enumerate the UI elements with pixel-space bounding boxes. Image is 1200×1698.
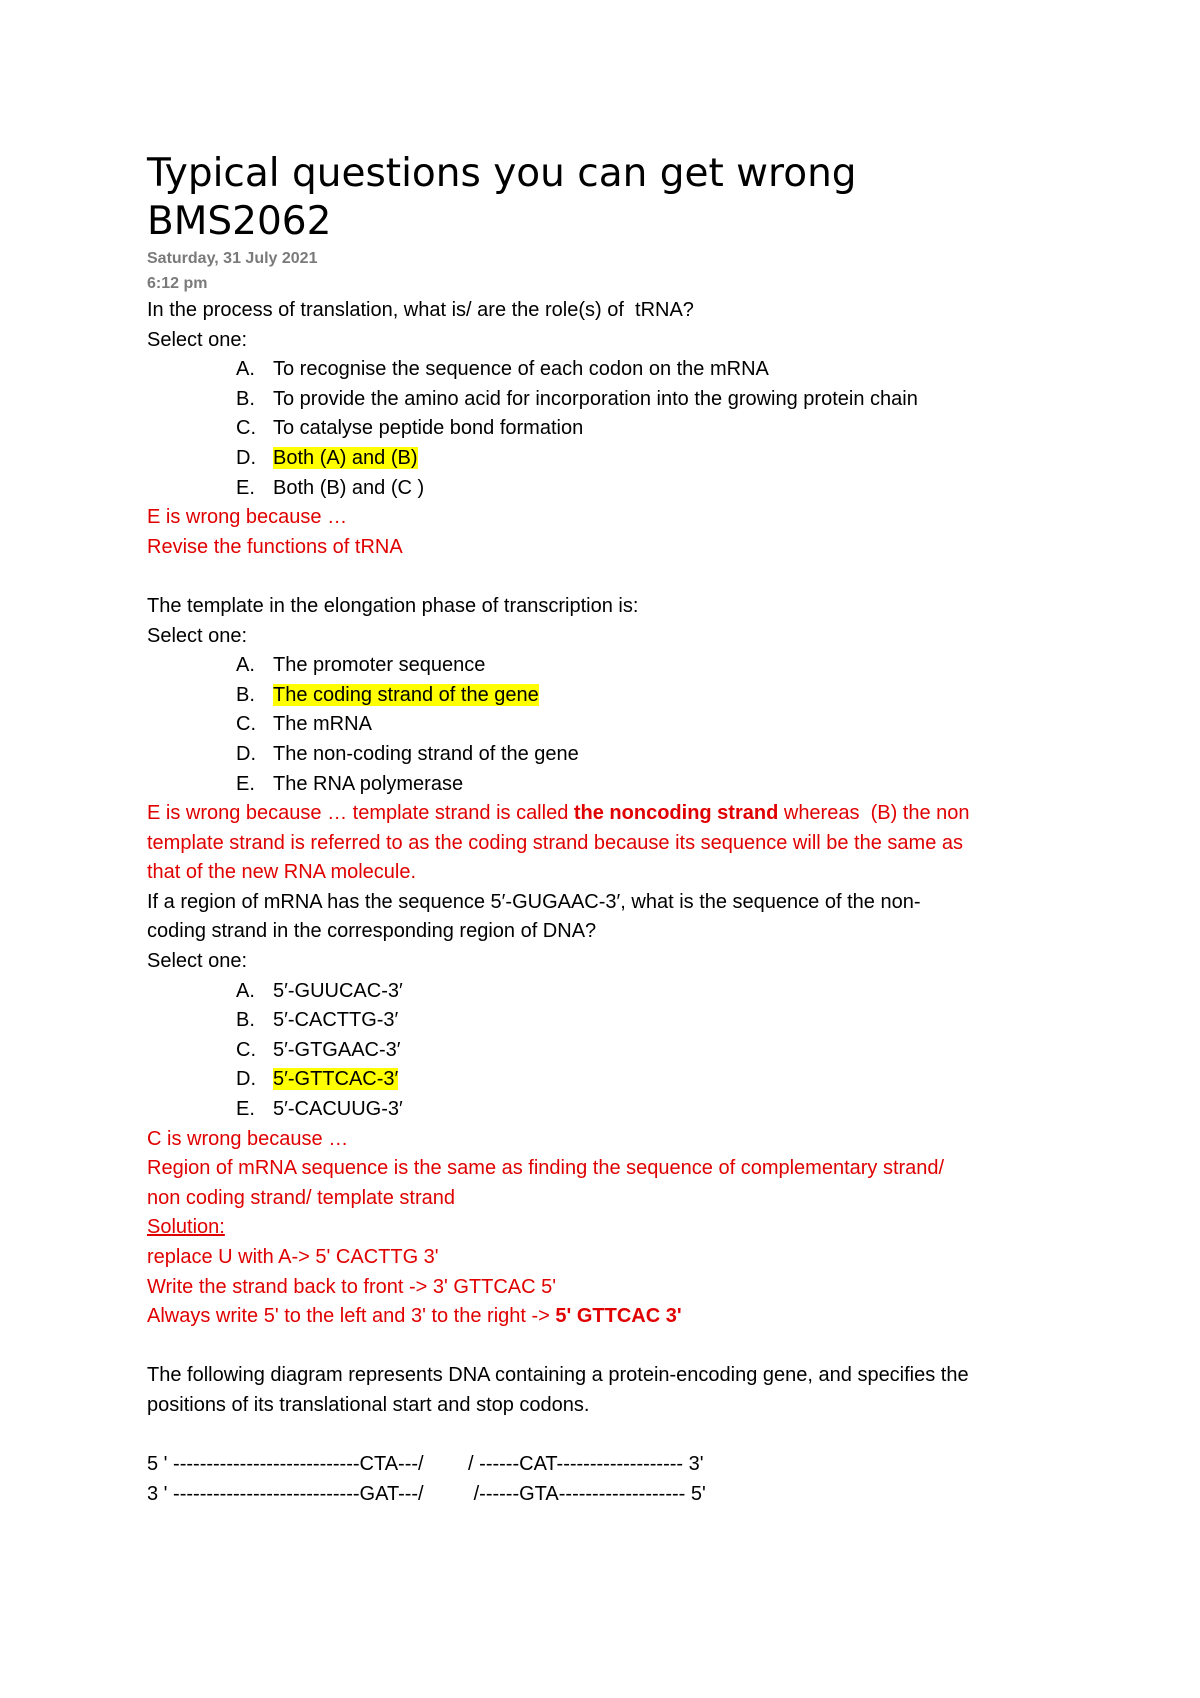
option-text: To recognise the sequence of each codon on the mRNA	[273, 358, 769, 381]
feedback-note: non coding strand/ template strand	[147, 1186, 455, 1209]
option-text-highlighted: Both (A) and (B)	[273, 446, 418, 469]
option-text: 5′-GUUCAC-3′	[273, 979, 403, 1002]
spacer	[147, 1421, 1097, 1451]
option-letter: B.	[236, 1009, 255, 1032]
question-text: The following diagram represents DNA containing a protein-encoding gene, and specifies the	[147, 1364, 969, 1387]
title-line-1: Typical questions you can get wrong	[147, 151, 857, 196]
step-text: Always write 5' to the left and 3' to the right ->	[147, 1305, 556, 1328]
option-a	[236, 355, 1097, 385]
option-text: 5′-CACTTG-3′	[273, 1009, 399, 1032]
question-1	[147, 296, 1097, 562]
solution-heading	[147, 1213, 1097, 1243]
option-text: To catalyse peptide bond formation	[273, 417, 584, 440]
option-a	[236, 977, 1097, 1007]
option-text: The non-coding strand of the gene	[273, 742, 579, 765]
option-letter: B.	[236, 683, 255, 706]
option-letter: A.	[236, 654, 255, 677]
page-date: Saturday, 31 July 2021	[147, 250, 318, 267]
option-letter: B.	[236, 387, 255, 410]
option-c	[236, 710, 1097, 740]
question-2	[147, 592, 1097, 888]
feedback-note	[147, 799, 1097, 829]
page-time: 6:12 pm	[147, 275, 208, 292]
solution-step-3	[147, 1302, 1097, 1332]
question-3	[147, 888, 1097, 1332]
options-list	[147, 651, 1097, 799]
option-letter: C.	[236, 1038, 256, 1061]
page-title	[147, 150, 1097, 246]
select-one-label: Select one:	[147, 624, 248, 647]
feedback-note: Revise the functions of tRNA	[147, 535, 403, 558]
option-text: The promoter sequence	[273, 654, 486, 677]
option-letter: D.	[236, 742, 256, 765]
option-b	[236, 681, 1097, 711]
option-letter: C.	[236, 713, 256, 736]
feedback-note: Region of mRNA sequence is the same as finding the sequence of complementary strand/	[147, 1157, 945, 1180]
option-e	[236, 474, 1097, 504]
note-text: E is wrong because … template strand is called	[147, 802, 574, 825]
option-d	[236, 1065, 1097, 1095]
option-d	[236, 740, 1097, 770]
title-line-2: BMS2062	[147, 199, 332, 244]
note-text: whereas (B) the non	[778, 802, 970, 825]
option-text: 5′-CACUUG-3′	[273, 1098, 403, 1121]
option-e	[236, 1095, 1097, 1125]
option-letter: D.	[236, 1068, 256, 1091]
option-letter: E.	[236, 1098, 255, 1121]
option-letter: E.	[236, 772, 255, 795]
feedback-note: that of the new RNA molecule.	[147, 861, 417, 884]
solution-step-1: replace U with A-> 5' CACTTG 3'	[147, 1246, 439, 1268]
option-text-highlighted: 5′-GTTCAC-3′	[273, 1068, 399, 1091]
document-body	[147, 150, 1097, 1509]
option-a	[236, 651, 1097, 681]
note-emphasis: the noncoding strand	[573, 802, 779, 825]
question-text: coding strand in the corresponding region of DNA?	[147, 920, 597, 943]
question-text: positions of its translational start and stop codons.	[147, 1393, 590, 1416]
option-text: To provide the amino acid for incorporation into the growing protein chain	[273, 387, 918, 410]
option-letter: E.	[236, 476, 255, 499]
step-answer: 5' GTTCAC 3'	[555, 1305, 682, 1328]
option-text-highlighted: The coding strand of the gene	[273, 683, 539, 706]
question-text: The template in the elongation phase of transcription is:	[147, 594, 639, 617]
option-text: The RNA polymerase	[273, 772, 464, 795]
option-letter: C.	[236, 417, 256, 440]
option-text: Both (B) and (C )	[273, 476, 425, 499]
option-letter: D.	[236, 446, 256, 469]
option-letter: A.	[236, 358, 255, 381]
option-text: 5′-GTGAAC-3′	[273, 1038, 401, 1061]
option-b	[236, 1006, 1097, 1036]
option-b	[236, 385, 1097, 415]
question-text: In the process of translation, what is/ are the role(s) of tRNA?	[147, 299, 694, 321]
question-text: If a region of mRNA has the sequence 5′-GUGAAC-3′, what is the sequence of the non-	[147, 890, 921, 913]
options-list	[147, 977, 1097, 1125]
dna-strand-bottom: 3 ' ----------------------------GAT---/ /------GTA------------------- 5'	[147, 1482, 706, 1505]
select-one-label: Select one:	[147, 328, 248, 351]
solution-label: Solution:	[147, 1216, 225, 1239]
spacer	[147, 562, 1097, 592]
option-c	[236, 1036, 1097, 1066]
feedback-note: E is wrong because …	[147, 506, 348, 529]
question-4	[147, 1361, 1097, 1509]
option-e	[236, 770, 1097, 800]
solution-step-2: Write the strand back to front -> 3' GTTCAC 5'	[147, 1275, 557, 1298]
feedback-note: C is wrong because …	[147, 1127, 349, 1150]
spacer	[147, 1332, 1097, 1362]
select-one-label: Select one:	[147, 950, 248, 973]
feedback-note: template strand is referred to as the coding strand because its sequence will be the same as	[147, 831, 964, 854]
option-d	[236, 444, 1097, 474]
option-c	[236, 414, 1097, 444]
option-letter: A.	[236, 979, 255, 1002]
options-list	[147, 355, 1097, 503]
option-text: The mRNA	[273, 713, 372, 736]
dna-strand-top: 5 ' ----------------------------CTA---/ / ------CAT------------------- 3'	[147, 1453, 704, 1476]
